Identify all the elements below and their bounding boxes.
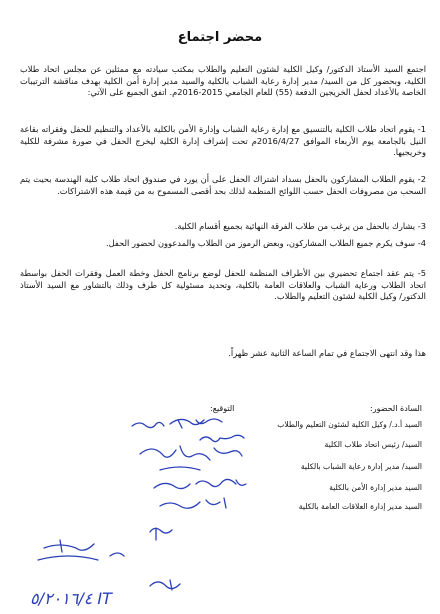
item-text: سوف يكرم جميع الطلاب المشاركون، وبعض الرموز من الطلاب والمدعوون لحضور الحفل.: [106, 238, 416, 248]
item-text: يشارك بالحفل من يرغب من طلاب الفرقة النهائية بجميع أقسام الكلية.: [174, 221, 416, 231]
signature-label: التوقيع:: [210, 404, 235, 413]
signature-scribble-5: [160, 498, 226, 508]
attendees-label: السادة الحضور:: [370, 404, 422, 413]
attendee-row: السيد أ.د./ وكيل الكلية لشئون التعليم والطلاب: [277, 420, 422, 429]
attendee-row: السيد/ مدير إدارة رعاية الشباب بالكلية: [300, 462, 422, 471]
item-text: يقوم الطلاب المشاركون بالحفل بسداد اشتراك الحفل على أن يورد في صندوق اتحاد طلاب كلية الهندسة بحيث يتم السحب من مصروفات الحفل حسب اللوائح المنظمة لذلك بحد أقصى المسموح به من قيمة هذه الاشتراكات.: [20, 174, 426, 196]
attendee-row: السيد مدير إدارة الأمن بالكلية: [329, 483, 422, 492]
item-text: يتم عقد اجتماع تحضيري بين الأطراف المنظمة للحفل لوضع برنامج الحفل وخطة العمل وفقرات الحفل بواسطة اتحاد الطلاب ورعاية الشباب والعلاقات العامة بالكلية، وتحديد مسئولية كل طرف وذلك بالتشاور مع السيد الأستاذ الدكتور/ وكيل الكلية لشئون التعليم والطلاب.: [20, 268, 426, 302]
item-number: 4-: [417, 238, 426, 248]
item-number: 3-: [417, 221, 426, 231]
signature-scribble-4: [154, 479, 246, 488]
signature-scribble-6: [38, 528, 172, 560]
signature-scribble-1: [132, 419, 222, 428]
attendee-row: السيد مدير إدارة العلاقات العامة بالكلية: [298, 502, 422, 511]
item-number: 5-: [417, 268, 427, 278]
signature-scribble-7: [150, 580, 180, 590]
closing-line: هذا وقد انتهى الاجتماع في تمام الساعة الثانية عشر ظهراً.: [228, 348, 426, 358]
handwritten-date: ٥/٢٠١٦/٤ IT: [30, 589, 112, 608]
item-number: 2-: [417, 174, 426, 184]
attendee-row: السيد/ رئيس اتحاد طلاب الكلية: [324, 440, 422, 449]
intro-paragraph: اجتمع السيد الأستاذ الدكتور/ وكيل الكلية لشئون التعليم والطلاب بمكتب سيادته مع ممثلين عن مجلس اتحاد طلاب الكلية، وبحضور كل من السيد/ مدير إدارة رعاية الشباب بالكلية والسيد مدير إدارة أمن الكلية بهدف مناقشة الترتيبات الخاصة بالأعداد لحفل الخريجين الدفعة (55) للعام الجامعي 2015-2016م. اتفق الجميع على الآتي:: [20, 64, 426, 98]
signature-scribble-2: [200, 435, 244, 441]
signature-scribble-3: [140, 446, 242, 470]
page-title: محضر اجتماع: [177, 30, 263, 45]
item-number: 1-: [417, 124, 426, 134]
item-text: يقوم اتحاد طلاب الكلية بالتنسيق مع إدارة رعاية الشباب وإدارة الأمن بالكلية بالأعداد والتنظيم للحفل وفقراته بقاعة النيل بالجامعة يوم الأربعاء الموافق 2016/4/27م تحت إشراف إدارة الكلية ليخرج الحفل في صورة مشرفة للكلية وخريجيها.: [20, 124, 426, 158]
